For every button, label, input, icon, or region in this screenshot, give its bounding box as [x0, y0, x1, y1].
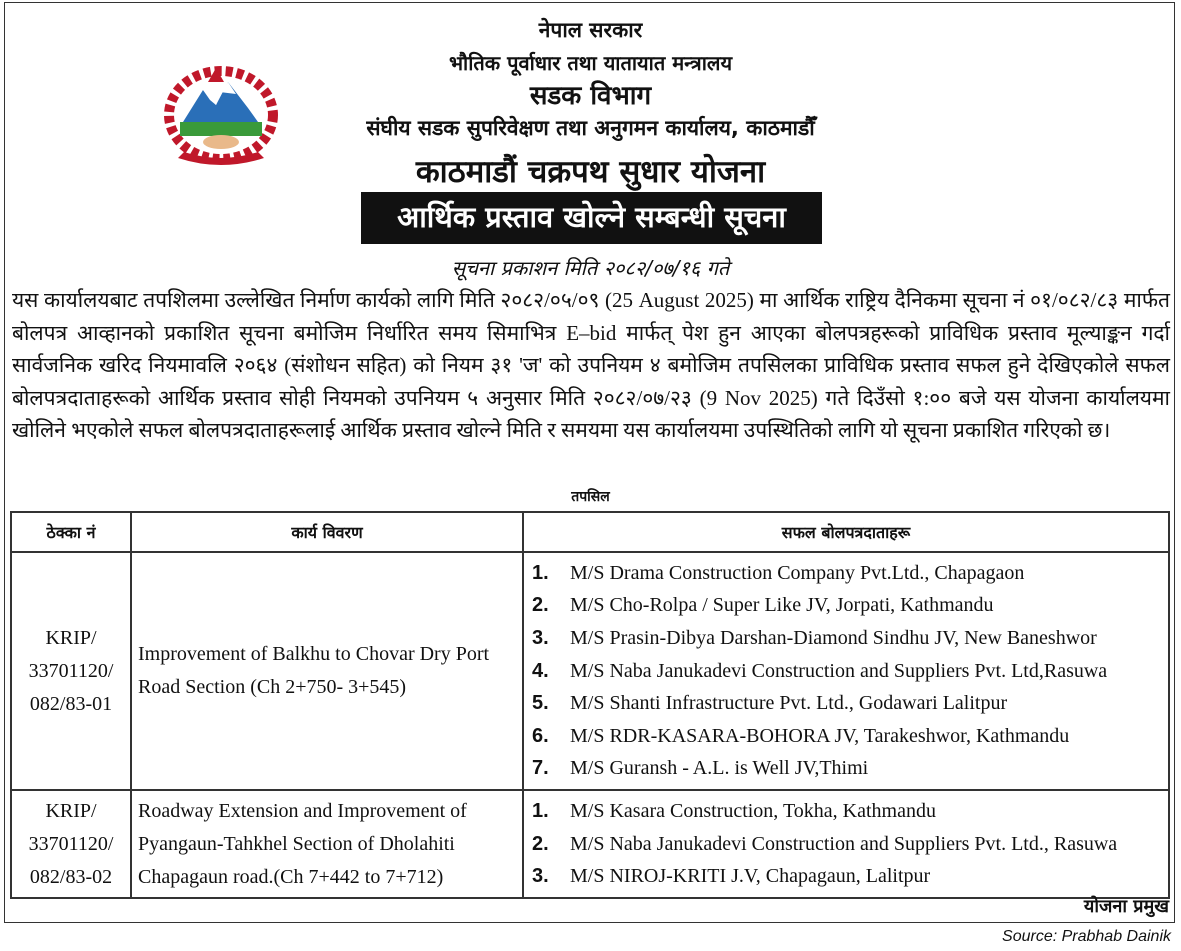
- contract-number-part: KRIP/: [45, 626, 97, 649]
- header-work-description: कार्य विवरण: [131, 512, 523, 552]
- ministry-name: भौतिक पूर्वाधार तथा यातायात मन्त्रालय: [448, 51, 733, 75]
- contract-number-part: 082/83-01: [29, 692, 113, 715]
- bidder-name: M/S RDR-KASARA-BOHORA JV, Tarakeshwor, Kathmandu: [570, 724, 1070, 747]
- bidder-name: M/S Guransh - A.L. is Well JV,Thimi: [570, 757, 869, 780]
- bidder-name: M/S Drama Construction Company Pvt.Ltd., Chapagaon: [570, 561, 1025, 584]
- bidder-name: M/S Kasara Construction, Tokha, Kathmandu: [570, 799, 936, 822]
- bidder-item: [532, 622, 1160, 655]
- bidder-number: 2.: [532, 832, 549, 855]
- notice-body: यस कार्यालयबाट तपशिलमा उल्लेखित निर्माण कार्यको लागि मिति २०८२/०५/०९ (25 August 2025) मा आर्थिक राष्ट्रिय दैनिकमा सूचना नं ०१/०८२/८३ मार्फत बोलपत्र आव्हानको प्रकाशित सूचना बमोजिम निर्धारित समय सिमाभित्र E–bid मार्फत् पेश हुन आएका बोलपत्रहरूको प्राविधिक प्रस्ताव मूल्याङ्कन गर्दा सार्वजनिक खरिद नियमावलि २०६४ (संशोधन सहित) को नियम ३१ 'ज' को उपनियम ४ बमोजिम तपसिलका प्राविधिक प्रस्ताव सफल हुने देखिएकोले सफल बोलपत्रदाताहरूको आर्थिक प्रस्ताव सोही नियमको उपनियम ५ अनुसार मिति २०८२/०७/२३ (9 Nov 2025) गते दिउँसो १:०० बजे यस योजना कार्यालयमा खोलिने भएकोले सफल बोलपत्रदाताहरूलाई आर्थिक प्रस्ताव खोल्ने मिति र समयमा यस कार्यालयमा उपस्थितिको लागि यो सूचना प्रकाशित गरिएको छ।: [12, 288, 1170, 442]
- contract-number-part: 33701120/: [28, 659, 114, 682]
- publish-date: सूचना प्रकाशन मिति २०८२/०७/१६ गते: [451, 256, 730, 280]
- notice-title: आर्थिक प्रस्ताव खोल्ने सम्बन्धी सूचना: [361, 192, 822, 244]
- bidder-item: [532, 557, 1160, 590]
- contract-number-part: KRIP/: [45, 799, 97, 822]
- contract-number-part: 082/83-02: [29, 865, 113, 888]
- bidder-name: M/S NIROJ-KRITI J.V, Chapagaun, Lalitpur: [570, 865, 931, 888]
- header-contract-no: ठेक्का नं: [11, 512, 131, 552]
- bidder-number: 3.: [532, 865, 549, 888]
- project-name: काठमाडौं चक्रपथ सुधार योजना: [415, 154, 766, 190]
- bidder-item: [532, 687, 1160, 720]
- bidder-list: [523, 552, 1169, 790]
- bidders-table: [10, 511, 1170, 899]
- contract-number-part: 33701120/: [28, 832, 114, 855]
- bidder-number: 4.: [532, 659, 549, 682]
- bidder-number: 1.: [532, 561, 549, 584]
- department-name: सडक विभाग: [529, 81, 652, 111]
- signatory: योजना प्रमुख: [1083, 896, 1169, 917]
- bidder-item: [532, 655, 1160, 688]
- bidder-name: M/S Naba Janukadevi Construction and Suppliers Pvt. Ltd,Rasuwa: [570, 659, 1108, 682]
- bidder-name: M/S Naba Janukadevi Construction and Suppliers Pvt. Ltd., Rasuwa: [570, 832, 1118, 855]
- table-caption: तपसिल: [571, 489, 610, 505]
- table-row: [11, 790, 1169, 898]
- office-name: संघीय सडक सुपरिवेक्षण तथा अनुगमन कार्यालय, काठमाडौँ: [366, 116, 815, 140]
- bidder-number: 7.: [532, 757, 549, 780]
- bidder-item: [532, 590, 1160, 623]
- table-header-row: [11, 512, 1169, 552]
- bidder-item: [532, 753, 1160, 786]
- source-credit: Source: Prabhab Dainik: [1002, 928, 1171, 945]
- contract-number: [11, 552, 131, 790]
- bidder-number: 3.: [532, 626, 549, 649]
- bidder-item: [532, 860, 1160, 893]
- bidder-item: [532, 720, 1160, 753]
- header-successful-bidders: सफल बोलपत्रदाताहरू: [523, 512, 1169, 552]
- bidder-list: [523, 790, 1169, 898]
- work-description: Improvement of Balkhu to Chovar Dry Port Road Section (Ch 2+750- 3+545): [131, 552, 523, 790]
- bidder-name: M/S Cho-Rolpa / Super Like JV, Jorpati, Kathmandu: [570, 594, 994, 617]
- table-row: [11, 552, 1169, 790]
- government-name: नेपाल सरकार: [538, 18, 643, 42]
- bidder-item: [532, 795, 1160, 828]
- work-description: Roadway Extension and Improvement of Pyangaun-Tahkhel Section of Dholahiti Chapagaun road.(Ch 7+442 to 7+712): [131, 790, 523, 898]
- bidder-name: M/S Prasin-Dibya Darshan-Diamond Sindhu JV, New Baneshwor: [570, 626, 1097, 649]
- bidder-number: 5.: [532, 692, 549, 715]
- bidder-name: M/S Shanti Infrastructure Pvt. Ltd., Godawari Lalitpur: [570, 692, 1008, 715]
- bidder-number: 2.: [532, 594, 549, 617]
- bidder-number: 1.: [532, 799, 549, 822]
- bidder-number: 6.: [532, 724, 549, 747]
- contract-number: [11, 790, 131, 898]
- bidder-item: [532, 828, 1160, 861]
